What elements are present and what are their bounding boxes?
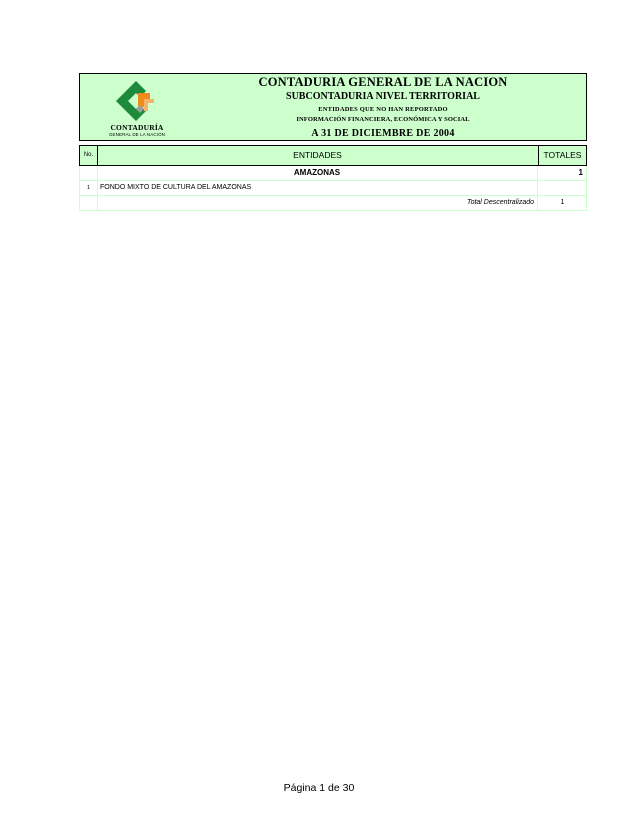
column-header-no: No.	[80, 146, 98, 165]
logo-wordmark: CONTADURÍA	[110, 123, 164, 132]
department-row	[79, 166, 587, 181]
row-number: 1	[80, 181, 98, 195]
department-total: 1	[578, 168, 583, 177]
report-line-entidades: ENTIDADES QUE NO HAN REPORTADO	[318, 106, 448, 113]
table-row	[79, 181, 587, 196]
report-title: CONTADURIA GENERAL DE LA NACION	[258, 75, 508, 89]
subtotal-row	[79, 196, 587, 211]
report-subtitle: SUBCONTADURIA NIVEL TERRITORIAL	[286, 91, 480, 102]
logo-subtitle: GENERAL DE LA NACIÓN	[108, 132, 166, 137]
report-date: A 31 DE DICIEMBRE DE 2004	[311, 128, 455, 139]
subtotal-value: 1	[560, 199, 565, 206]
column-header-entidades: ENTIDADES	[97, 146, 539, 165]
column-header-totales: TOTALES	[543, 150, 582, 160]
report-header	[79, 73, 587, 141]
contaduria-logo	[106, 79, 166, 137]
subtotal-no-cell	[80, 196, 98, 210]
contaduria-emblem-icon	[114, 79, 158, 121]
row-entidad: FONDO MIXTO DE CULTURA DEL AMAZONAS	[97, 181, 538, 195]
report-line-informacion: INFORMACIÓN FINANCIERA, ECONÓMICA Y SOCIAL	[296, 116, 470, 123]
page-number: Página 1 de 30	[283, 782, 355, 794]
subtotal-label: Total Descentralizado	[97, 196, 538, 210]
table-column-headers	[79, 145, 587, 166]
report-sheet	[79, 73, 587, 211]
row-total	[539, 181, 586, 195]
department-no-cell	[80, 166, 98, 180]
department-name: AMAZONAS	[97, 166, 538, 180]
